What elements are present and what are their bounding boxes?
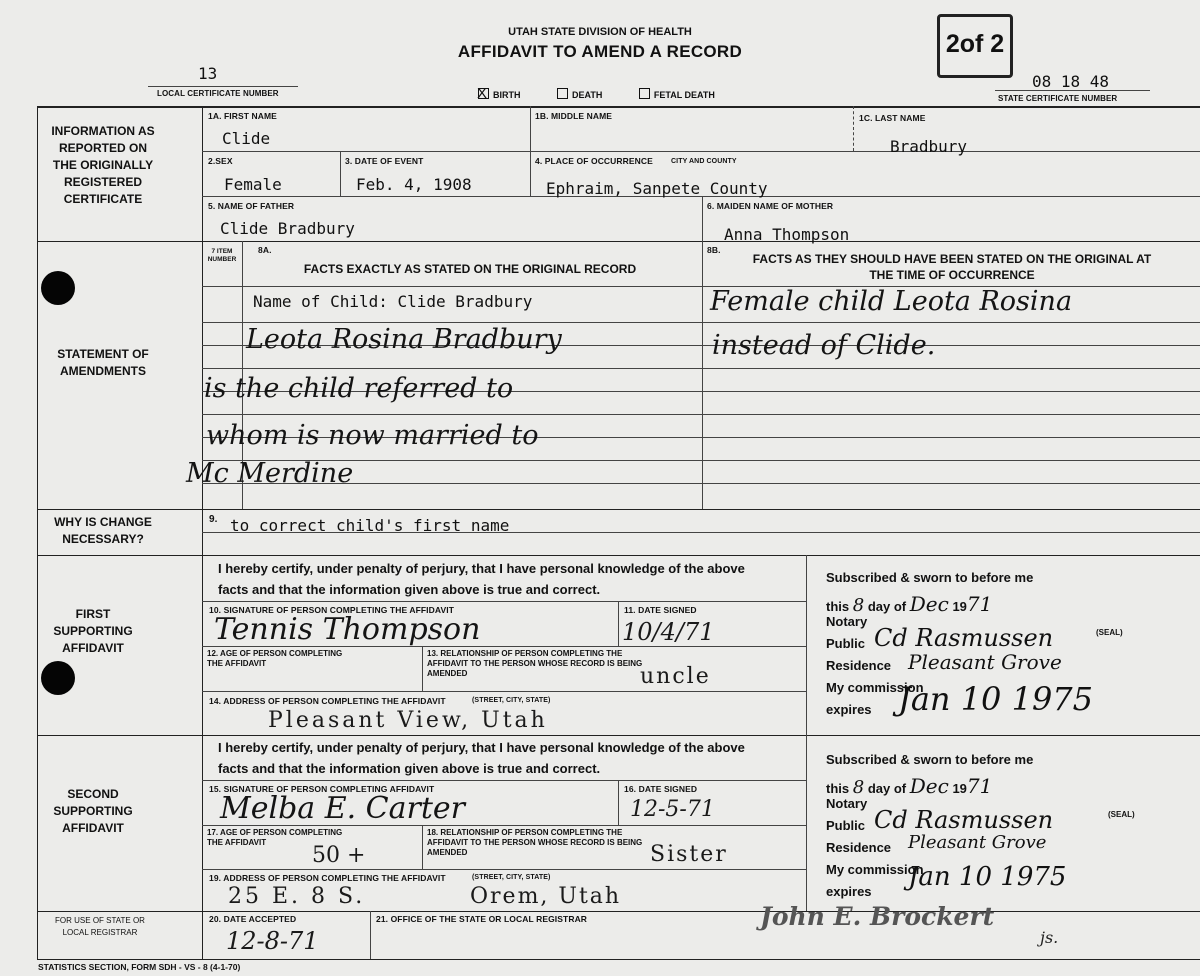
binder-hole-top — [41, 271, 75, 305]
second-address-city: Orem, Utah — [470, 884, 622, 909]
first-expires-value: Jan 10 1975 — [898, 680, 1094, 718]
state-cert-label: STATE CERTIFICATE NUMBER — [998, 94, 1118, 103]
first-address-label: 14. ADDRESS OF PERSON COMPLETING THE AFFIDAVIT — [209, 696, 446, 706]
second-sworn-day: 8 — [852, 777, 865, 798]
state-cert-number: 08 18 48 — [1032, 72, 1110, 91]
registrar-signature: John E. Brockert — [760, 902, 995, 931]
second-sworn-year-prefix: 19 — [952, 781, 967, 796]
first-address-sublabel: (STREET, CITY, STATE) — [472, 697, 551, 704]
second-affidavit-section-label: SECOND SUPPORTING AFFIDAVIT — [53, 787, 133, 835]
fetal-death-option-label: FETAL DEATH — [653, 90, 715, 100]
last-name-label: 1C. LAST NAME — [859, 113, 926, 123]
sex-value: Female — [224, 175, 282, 194]
first-signature: Tennis Thompson — [214, 612, 481, 647]
second-sworn-month: Dec — [909, 774, 949, 798]
handwritten-a-line-3: whom is now married to — [206, 420, 539, 451]
first-certify-statement: I hereby certify, under penalty of perjury, that I have personal knowledge of the above facts and that the information given above is true and correct. — [218, 561, 745, 597]
first-date-value: 10/4/71 — [622, 618, 715, 646]
second-address-label: 19. ADDRESS OF PERSON COMPLETING THE AFFIDAVIT — [209, 873, 446, 883]
second-signature-label: 15. SIGNATURE OF PERSON COMPLETING AFFIDAVIT — [209, 784, 435, 794]
first-sworn-day: 8 — [852, 595, 865, 616]
second-date-label: 16. DATE SIGNED — [624, 784, 698, 794]
second-age-label: 17. AGE OF PERSON COMPLETING THE AFFIDAVIT — [207, 828, 343, 847]
first-expires-word: expires — [826, 702, 872, 717]
second-relationship-label: 18. RELATIONSHIP OF PERSON COMPLETING THE AFFIDAVIT TO THE PERSON WHOSE RECORD IS BEING AMENDED — [427, 828, 643, 857]
why-number: 9. — [209, 514, 218, 525]
first-notary-word: Notary — [826, 614, 868, 629]
first-name-label: 1A. FIRST NAME — [208, 111, 277, 121]
first-address-value: Pleasant View, Utah — [268, 708, 548, 733]
father-value: Clide Bradbury — [220, 219, 355, 238]
page-number: 2of 2 — [945, 30, 1005, 58]
date-accepted-label: 20. DATE ACCEPTED — [209, 914, 297, 924]
middle-name-label: 1B. MIDDLE NAME — [535, 111, 613, 121]
registrar-office-label: 21. OFFICE OF THE STATE OR LOCAL REGISTRAR — [376, 914, 588, 924]
first-date-label: 11. DATE SIGNED — [624, 605, 697, 615]
handwritten-b-line-1: Female child Leota Rosina — [710, 286, 1073, 317]
second-certify-statement: I hereby certify, under penalty of perjury, that I have personal knowledge of the above facts and that the information given above is true and correct. — [218, 740, 745, 776]
second-address-sublabel: (STREET, CITY, STATE) — [472, 874, 551, 881]
mother-value: Anna Thompson — [724, 225, 850, 244]
item-number-label: 7 ITEM NUMBER — [207, 248, 237, 263]
second-date-value: 12-5-71 — [630, 797, 715, 822]
handwritten-b-line-2: instead of Clide. — [712, 330, 936, 361]
why-section-label: WHY IS CHANGE NECESSARY? — [54, 515, 152, 546]
date-of-event-label: 3. DATE OF EVENT — [345, 156, 424, 166]
handwritten-a-line-4: Mc Merdine — [186, 458, 354, 489]
sex-label: 2.SEX — [208, 156, 233, 166]
first-sworn-month: Dec — [909, 592, 949, 616]
handwritten-a-line-1: Leota Rosina Bradbury — [246, 324, 562, 355]
first-relationship-label: 13. RELATIONSHIP OF PERSON COMPLETING THE AFFIDAVIT TO THE PERSON WHOSE RECORD IS BEING AMENDED — [427, 649, 643, 678]
second-residence-word: Residence — [826, 840, 892, 855]
agency-name: UTAH STATE DIVISION OF HEALTH — [508, 26, 692, 38]
first-relationship-value: uncle — [640, 664, 711, 689]
first-signature-label: 10. SIGNATURE OF PERSON COMPLETING THE AFFIDAVIT — [209, 605, 455, 615]
registrar-section-label: FOR USE OF STATE OR LOCAL REGISTRAR — [55, 916, 145, 937]
binder-hole-bottom — [41, 661, 75, 695]
second-sworn-year-suffix: 71 — [966, 774, 993, 798]
place-sublabel: CITY AND COUNTY — [671, 158, 737, 165]
local-cert-number: 13 — [198, 64, 218, 83]
second-address-street: 25 E. 8 S. — [228, 884, 366, 909]
second-seal: (SEAL) — [1108, 810, 1135, 819]
original-info-section-label: INFORMATION AS REPORTED ON THE ORIGINALLY REGISTERED CERTIFICATE — [51, 124, 155, 206]
form-title: AFFIDAVIT TO AMEND A RECORD — [457, 42, 743, 61]
first-sworn-line: Subscribed & sworn to before me — [826, 570, 1034, 585]
second-public-word: Public — [826, 818, 866, 833]
second-sworn-line: Subscribed & sworn to before me — [826, 752, 1034, 767]
col-b-heading: FACTS AS THEY SHOULD HAVE BEEN STATED ON THE ORIGINAL AT THE TIME OF OCCURRENCE — [752, 252, 1152, 282]
second-age-value: 50 + — [312, 843, 366, 868]
form-identifier: STATISTICS SECTION, FORM SDH - VS - 8 (4-1-70) — [38, 962, 241, 972]
second-signature: Melba E. Carter — [220, 791, 465, 826]
typed-amendment-line: Name of Child: Clide Bradbury — [253, 292, 533, 311]
second-expires-value: Jan 10 1975 — [908, 862, 1067, 892]
first-sworn-this: this — [826, 599, 850, 614]
second-sworn-this: this — [826, 781, 850, 796]
first-commission-word: My commission — [826, 680, 924, 695]
registrar-initials: js. — [1040, 928, 1059, 947]
col-a-number: 8A. — [258, 245, 272, 255]
place-label: 4. PLACE OF OCCURRENCE — [535, 156, 653, 166]
first-sworn-year-suffix: 71 — [966, 592, 993, 616]
second-relationship-value: Sister — [650, 842, 728, 867]
handwritten-a-line-2: is the child referred to — [204, 373, 514, 404]
birth-option-label: BIRTH — [493, 90, 521, 100]
first-age-label: 12. AGE OF PERSON COMPLETING THE AFFIDAVIT — [207, 649, 343, 668]
first-sworn-year-prefix: 19 — [952, 599, 967, 614]
date-of-event-value: Feb. 4, 1908 — [356, 175, 472, 194]
mother-label: 6. MAIDEN NAME OF MOTHER — [707, 201, 834, 211]
first-residence-value: Pleasant Grove — [908, 650, 1062, 674]
record-type-options — [477, 85, 715, 102]
first-residence-word: Residence — [826, 658, 892, 673]
why-value: to correct child's first name — [230, 516, 510, 535]
second-expires-word: expires — [826, 884, 872, 899]
col-b-number: 8B. — [707, 245, 721, 255]
second-notary-word: Notary — [826, 796, 868, 811]
father-label: 5. NAME OF FATHER — [208, 201, 295, 211]
fetal-death-option[interactable] — [639, 90, 715, 100]
last-name-value: Bradbury — [890, 137, 968, 156]
birth-option[interactable] — [477, 85, 521, 102]
first-affidavit-section-label: FIRST SUPPORTING AFFIDAVIT — [53, 607, 133, 655]
first-sworn-day-of: day of — [867, 599, 907, 614]
first-notary-signature: Cd Rasmussen — [874, 624, 1054, 652]
col-a-heading: FACTS EXACTLY AS STATED ON THE ORIGINAL RECORD — [303, 262, 637, 276]
birth-check-mark: X — [477, 85, 488, 102]
local-cert-label: LOCAL CERTIFICATE NUMBER — [157, 89, 279, 98]
amendments-section-label: STATEMENT OF AMENDMENTS — [57, 347, 149, 378]
second-commission-word: My commission — [826, 862, 924, 877]
second-notary-signature: Cd Rasmussen — [874, 806, 1054, 834]
first-public-word: Public — [826, 636, 866, 651]
death-option[interactable] — [557, 90, 602, 100]
second-residence-value: Pleasant Grove — [908, 832, 1047, 853]
first-seal: (SEAL) — [1096, 628, 1123, 637]
second-sworn-day-of: day of — [867, 781, 907, 796]
death-option-label: DEATH — [572, 90, 603, 100]
first-name-value: Clide — [222, 129, 271, 148]
place-value: Ephraim, Sanpete County — [546, 179, 768, 198]
date-accepted-value: 12-8-71 — [226, 927, 319, 955]
